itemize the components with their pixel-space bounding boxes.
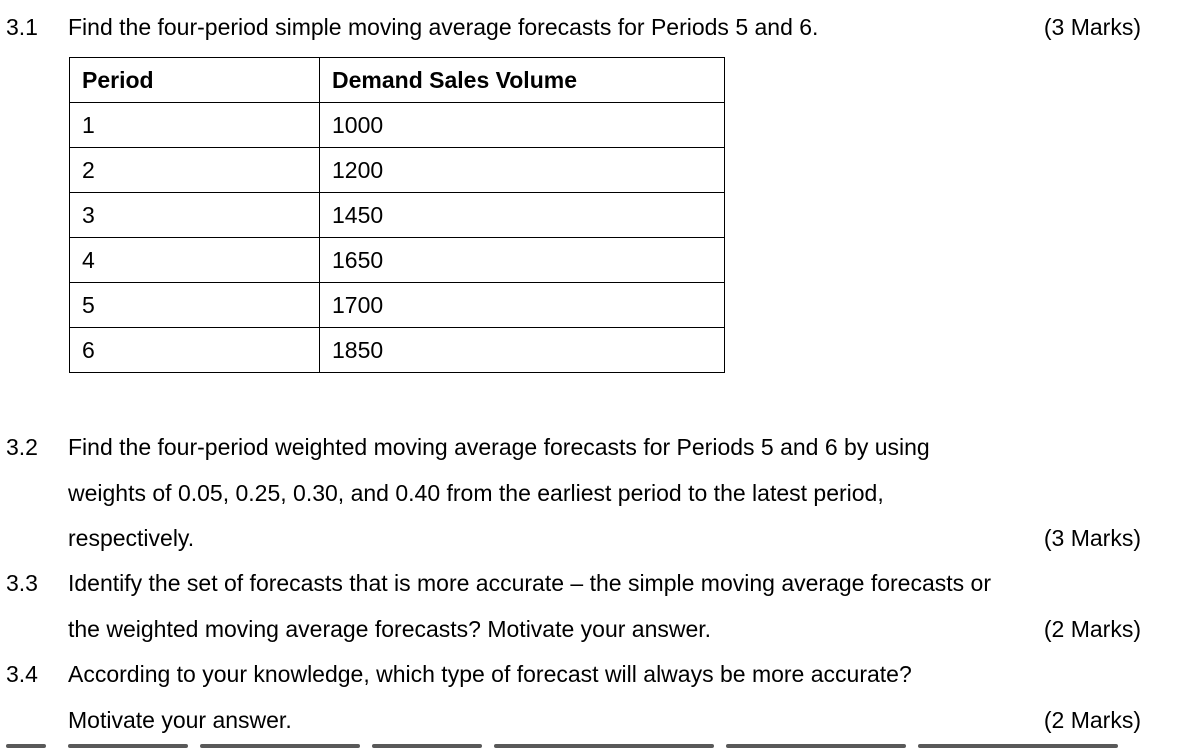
period-cell: 4 [70,238,320,283]
question-3-4-line-1: According to your knowledge, which type of forecast will always be more accurate? [68,661,912,687]
table-header-row [70,58,725,103]
demand-cell: 1700 [320,283,725,328]
demand-sales-table [69,57,725,373]
demand-cell: 1000 [320,103,725,148]
question-3-1-number: 3.1 [6,14,38,40]
demand-cell: 1650 [320,238,725,283]
table-row [70,238,725,283]
table-row [70,328,725,373]
cutoff-next-line [0,744,1181,756]
header-period: Period [70,58,320,103]
demand-cell: 1450 [320,193,725,238]
question-3-4-number: 3.4 [6,661,38,687]
question-3-2-line-3: respectively. [68,525,195,551]
period-cell: 5 [70,283,320,328]
question-3-4-line-2: Motivate your answer. [68,707,292,733]
header-demand-sales-volume: Demand Sales Volume [320,58,725,103]
question-3-3-number: 3.3 [6,570,38,596]
demand-cell: 1850 [320,328,725,373]
question-3-2-line-1: Find the four-period weighted moving average forecasts for Periods 5 and 6 by using [68,434,930,460]
table-row [70,148,725,193]
question-3-3-line-1: Identify the set of forecasts that is more accurate – the simple moving average forecasts or [68,570,991,596]
question-3-2-line-2: weights of 0.05, 0.25, 0.30, and 0.40 from the earliest period to the latest period, [68,480,884,506]
period-cell: 2 [70,148,320,193]
period-cell: 1 [70,103,320,148]
table-row [70,103,725,148]
question-3-3-line-2: the weighted moving average forecasts? Motivate your answer. [68,616,712,642]
question-3-1-text: Find the four-period simple moving average forecasts for Periods 5 and 6. [68,14,819,40]
question-3-2-marks: (3 Marks) [1043,525,1141,551]
table-row [70,283,725,328]
period-cell: 6 [70,328,320,373]
table-row [70,193,725,238]
question-3-1-marks: (3 Marks) [1043,14,1141,40]
period-cell: 3 [70,193,320,238]
question-3-3-marks: (2 Marks) [1043,616,1141,642]
demand-cell: 1200 [320,148,725,193]
question-3-2-number: 3.2 [6,434,38,460]
question-3-4-marks: (2 Marks) [1043,707,1141,733]
